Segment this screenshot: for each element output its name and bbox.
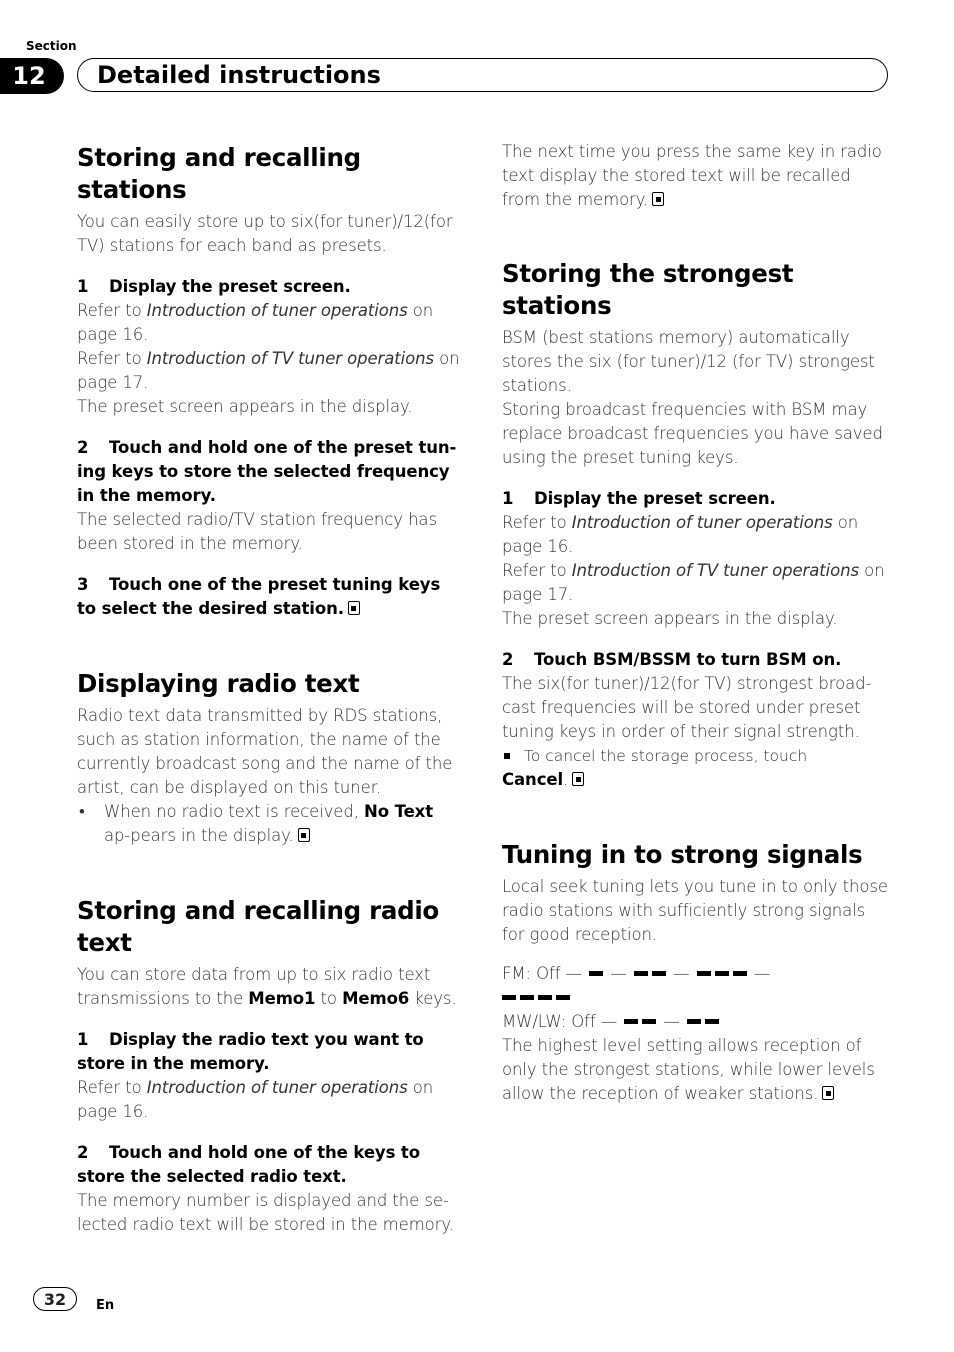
level-bar-icon — [642, 1019, 656, 1024]
body-text: The six(for tuner)/12(for TV) strongest broad-cast frequencies will be stored under preset tuning keys in order of their signal strength. — [502, 674, 872, 741]
section-intro: Radio text data transmitted by RDS stations, such as station information, the name of the currently broadcast song and the name of the artist, can be displayed on this tuner. — [77, 706, 453, 797]
section-title: Displaying radio text — [77, 669, 360, 698]
level-bar-icon — [687, 1019, 701, 1024]
reference-link[interactable]: Introduction of TV tuner operations — [146, 349, 434, 368]
level-bar-icon — [634, 971, 648, 976]
end-of-section-icon — [348, 601, 360, 615]
left-column — [77, 140, 463, 1237]
body-text: The preset screen appears in the display. — [502, 609, 838, 628]
section-title: Storing and recalling stations — [77, 143, 361, 204]
section-storing-strongest-stations — [502, 258, 888, 792]
step-heading: 1 Display the preset screen. — [502, 489, 776, 508]
section-tuning-strong-signals — [502, 839, 888, 1106]
language-label: En — [96, 1298, 115, 1313]
right-column — [502, 140, 888, 1106]
section-intro: You can store data from up to six radio text transmissions to the Memo1 to Memo6 keys. — [77, 965, 457, 1008]
section-intro: BSM (best stations memory) automatically stores the six (for tuner)/12 (for TV) strongest stations. — [502, 328, 875, 395]
note-square-icon — [504, 753, 510, 759]
section-label: Section — [26, 39, 77, 53]
reference-text: Refer to Introduction of tuner operations on page 16. — [502, 513, 859, 556]
body-text: The preset screen appears in the display. — [77, 397, 413, 416]
section-number-badge: 12 — [0, 58, 64, 94]
section-intro: Local seek tuning lets you tune in to only those radio stations with sufficiently strong signals for good reception. — [502, 877, 888, 944]
mwlw-level-sequence: MW/LW: Off — — — [502, 1010, 888, 1034]
section-title: Tuning in to strong signals — [502, 840, 863, 869]
end-of-section-icon — [572, 772, 584, 786]
body-text: The selected radio/TV station frequency has been stored in the memory. — [77, 510, 437, 553]
step-heading: 2 Touch BSM/BSSM to turn BSM on. — [502, 650, 842, 669]
section-displaying-radio-text — [77, 668, 463, 848]
page-number: 32 — [33, 1287, 77, 1311]
level-bar-icon — [624, 1019, 638, 1024]
body-text: The memory number is displayed and the se-lected radio text will be stored in the memory. — [77, 1191, 454, 1234]
reference-text: Refer to Introduction of tuner operations on page 16. — [77, 301, 434, 344]
level-bar-icon — [733, 971, 747, 976]
level-bar-icon — [502, 995, 516, 1000]
level-bar-icon — [705, 1019, 719, 1024]
section-intro: You can easily store up to six(for tuner)/12(for TV) stations for each band as presets. — [77, 212, 453, 255]
chapter-title: Detailed instructions — [97, 61, 381, 89]
body-text: The next time you press the same key in radio text display the stored text will be recalled from the memory. — [502, 142, 882, 209]
reference-link[interactable]: Introduction of tuner operations — [571, 513, 833, 532]
section-title: Storing the strongest stations — [502, 259, 794, 320]
fm-level-sequence: FM: Off — — — — — [502, 962, 888, 1010]
step-heading: 1 Display the preset screen. — [77, 277, 351, 296]
level-bar-icon — [556, 995, 570, 1000]
reference-link[interactable]: Introduction of tuner operations — [146, 301, 408, 320]
level-bar-icon — [538, 995, 552, 1000]
step-heading: 2 Touch and hold one of the preset tun-ing keys to store the selected frequency in the memory. — [77, 438, 457, 505]
level-bar-icon — [589, 971, 603, 976]
reference-text: Refer to Introduction of tuner operations on page 16. — [77, 1078, 434, 1121]
bullet-icon: • — [79, 802, 85, 821]
reference-link[interactable]: Introduction of TV tuner operations — [571, 561, 859, 580]
level-bar-icon — [697, 971, 711, 976]
end-of-section-icon — [652, 192, 664, 206]
level-bar-icon — [520, 995, 534, 1000]
section-storing-recalling-stations — [77, 142, 463, 621]
reference-text: Refer to Introduction of TV tuner operations on page 17. — [77, 349, 460, 392]
end-of-section-icon — [822, 1086, 834, 1100]
step-heading: 2 Touch and hold one of the keys to store the selected radio text. — [77, 1143, 420, 1186]
level-bar-icon — [715, 971, 729, 976]
body-text: The highest level setting allows reception of only the strongest stations, while lower levels allow the reception of weaker stations. — [502, 1036, 875, 1103]
section-storing-recalling-radio-text — [77, 895, 463, 1237]
note-continuation: Cancel. — [502, 768, 888, 792]
end-of-section-icon — [298, 828, 310, 842]
reference-link[interactable]: Introduction of tuner operations — [146, 1078, 408, 1097]
reference-text: Refer to Introduction of TV tuner operations on page 17. — [502, 561, 885, 604]
bullet-item: • When no radio text is received, No Text ap-pears in the display. — [77, 800, 463, 848]
step-heading: 3 Touch one of the preset tuning keys to select the desired station. — [77, 575, 441, 618]
body-text: Storing broadcast frequencies with BSM may replace broadcast frequencies you have saved using the preset tuning keys. — [502, 400, 883, 467]
step-heading: 1 Display the radio text you want to store in the memory. — [77, 1030, 424, 1073]
level-bar-icon — [652, 971, 666, 976]
section-title: Storing and recalling radio text — [77, 896, 439, 957]
note-item: To cancel the storage process, touch — [502, 744, 888, 768]
